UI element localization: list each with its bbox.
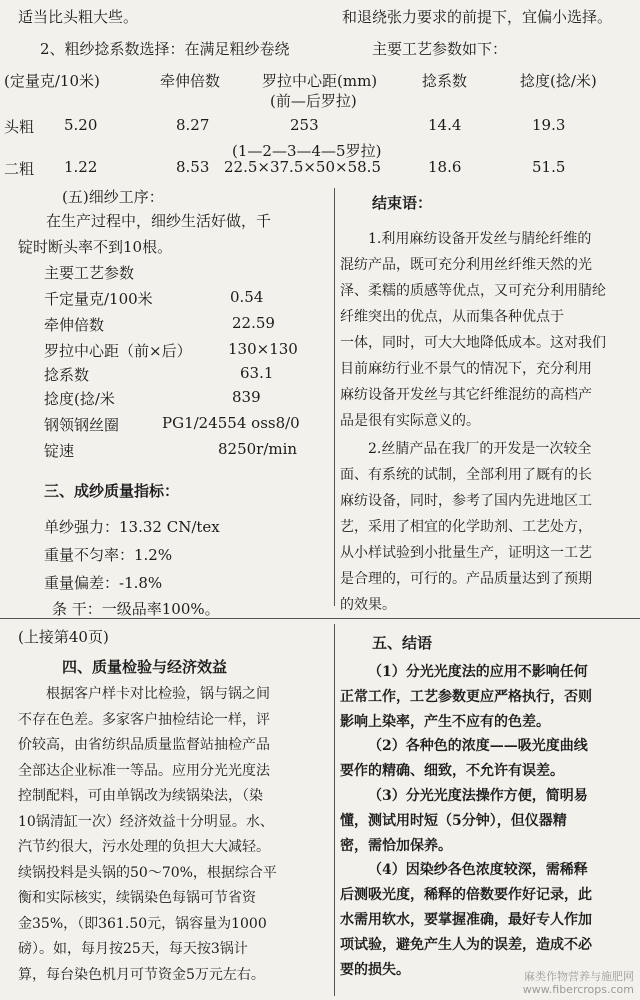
paragraph-line: 10锅清缸一次）经济效益十分明显。水、 [18,813,274,830]
params-title: 主要工艺参数 [44,264,135,282]
table-cell: 51.5 [532,158,566,176]
paragraph-line: 2.丝腈产品在我厂的开发是一次较全 [368,441,592,457]
watermark-line: www.fibercrops.com [522,983,634,996]
param-value: 22.59 [232,314,275,332]
table-header-twist: 捻度(捻/米) [520,72,597,90]
table-cell: 5.20 [64,116,98,134]
param-label: 捻度(捻/米 [44,390,115,408]
column-divider [334,188,335,606]
conclusion-heading: 结束语： [372,194,433,212]
param-label: 捻系数 [44,366,90,384]
table-row-label: 二粗 [4,160,35,178]
summary-line: （1）分光光度法的应用不影响任何 [368,664,588,680]
table-gauge-note: (1—2—3—4—5罗拉) [232,142,382,160]
param-value: 130×130 [228,340,298,358]
paragraph-line: 续锅投料是头锅的50～70%，根据综合平 [18,864,277,881]
summary-line: 懂，测试用时短（5分钟），但仪器精 [340,812,567,829]
table-row-label: 头粗 [4,118,35,136]
table-header-weight: (定量克/10米) [4,72,100,90]
table-cell: 22.5×37.5×50×58.5 [224,158,381,176]
param-label: 罗拉中心距（前×后） [44,342,192,360]
paragraph-line: 品是很有实际意义的。 [340,413,480,429]
paragraph-line: 是合理的，可行的。产品质量达到了预期 [340,571,592,587]
summary-line: 影响上染率，产生不应有的色差。 [340,713,550,730]
table-cell: 8.27 [176,116,210,134]
paragraph-line: 金35%，（即361.50元，锅容量为1000 [18,915,267,932]
param-value: 839 [232,388,261,406]
table-header-gauge-sub: (前—后罗拉) [270,92,357,110]
top-right-line-2: 主要工艺参数如下： [372,40,508,58]
summary-line: （2）各种色的浓度——吸光度曲线 [368,738,588,755]
paragraph-line: 不存在色差。多家客户抽检结论一样，评 [18,711,270,728]
summary-line: （3）分光光度法操作方便，简明易 [368,787,588,804]
paragraph-line: 麻纺设备开发丝与其它纤维混纺的高档产 [340,387,592,403]
quality-economics-heading: 四、质量检验与经济效益 [62,658,228,676]
top-right-line-1: 和退绕张力要求的前提下，宜偏小选择。 [342,8,613,26]
conclusion-paragraph-2 [340,436,630,618]
quality-item: 单纱强力：13.32 CN/tex [44,518,220,536]
paragraph-line: 衡和实际核实，续锅染色每锅可节省资 [18,890,256,906]
param-value: PG1/24554 oss8/0 [162,414,300,432]
summary-line: （4）因染纱各色浓度较深，需稀释 [368,862,588,879]
table-cell: 19.3 [532,116,566,134]
quality-item: 重量不匀率：1.2% [44,546,173,564]
summary-line: 要的损失。 [340,961,410,978]
summary-line: 水需用软水，要掌握准确，最好专人作加 [340,911,592,928]
spinning-heading: (五)细纱工序： [62,188,164,206]
section-divider [0,618,640,619]
paragraph-line: 在生产过程中，细纱生活好做，千 [46,212,272,230]
quality-item: 重量偏差：-1.8% [44,574,163,592]
table-header-draft: 牵伸倍数 [160,72,221,90]
top-line-2: 2、粗纱捻系数选择：在满足粗纱卷绕 [40,40,290,58]
table-header-gauge: 罗拉中心距(mm) [262,72,378,90]
paragraph-line: 锭时断头率不到10根。 [18,238,173,256]
spinning-paragraph [18,208,308,260]
paragraph-line: 艺，采用了相宜的化学助剂、工艺处方， [340,519,592,535]
quality-item: 条 干：一级品率100%。 [52,600,220,618]
conclusion-paragraph-1 [340,226,630,434]
paragraph-line: 混纺产品，既可充分利用丝纤维天然的光 [340,257,592,273]
watermark-line: 麻类作物营养与施肥网 [524,970,634,983]
table-header-twist-factor: 捻系数 [422,72,468,90]
paragraph-line: 泽、柔糯的质感等优点，又可充分利用腈纶 [340,283,606,299]
summary-line: 项试验，避免产生人为的误差，造成不必 [340,936,592,953]
paragraph-line: 目前麻纺行业不景气的情况下，充分利用 [340,361,592,377]
table-cell: 8.53 [176,158,210,176]
summary-heading: 五、结语 [372,634,433,652]
paragraph-line: 汽节约很大，污水处理的负担大大减轻。 [18,839,270,855]
paragraph-line: 根据客户样卡对比检验，锅与锅之间 [46,686,270,702]
summary-line: 正常工作，工艺参数更应严格执行，否则 [340,688,592,705]
paragraph-line: 价较高，由省纺织品质量监督站抽检产品 [18,737,270,753]
paragraph-line: 磅）。如，每月按25天，每天按3锅计 [18,941,248,957]
summary-line: 要作的精确、细致，不允许有误差。 [340,763,564,780]
table-cell: 18.6 [428,158,462,176]
paragraph-line: 1.利用麻纺设备开发丝与腈纶纤维的 [368,231,592,247]
paragraph-line: 从小样试验到小批量生产，证明这一工艺 [340,545,592,561]
paragraph-line: 面、有系统的试制，全部利用了厩有的长 [340,467,592,483]
param-value: 63.1 [240,364,274,382]
param-label: 牵伸倍数 [44,316,105,334]
paragraph-line: 全部达企业标准一等品。应用分光光度法 [18,762,270,779]
summary-line: 密，需恰加保养。 [340,837,452,854]
summary-line: 后测吸光度，稀释的倍数要作好记录，此 [340,887,592,904]
summary-list [340,660,632,982]
quality-economics-paragraph [18,682,318,988]
table-cell: 253 [290,116,319,134]
site-watermark [523,970,634,996]
param-label: 锭速 [44,442,75,460]
paragraph-line: 控制配料，可由单锅改为续锅染法，（染 [18,788,263,804]
top-line-1: 适当比头粗大些。 [18,8,139,26]
continued-note: (上接第40页) [18,628,109,646]
param-label: 钢领钢丝圈 [44,416,120,434]
paragraph-line: 麻纺设备，同时，参考了国内先进地区工 [340,493,592,509]
table-cell: 1.22 [64,158,98,176]
param-label: 千定量克/100米 [44,290,153,308]
quality-heading: 三、成纱质量指标： [44,482,180,500]
paragraph-line: 算，每台染色机月可节资金5万元左右。 [18,966,265,983]
paragraph-line: 的效果。 [340,597,396,613]
paragraph-line: 一体，同时，可大大地降低成本。这对我们 [340,335,606,351]
column-divider [334,624,335,996]
table-cell: 14.4 [428,116,462,134]
param-value: 8250r/min [218,440,298,458]
param-value: 0.54 [230,288,264,306]
paragraph-line: 纤维突出的优点，从而集各种优点于 [340,309,564,325]
